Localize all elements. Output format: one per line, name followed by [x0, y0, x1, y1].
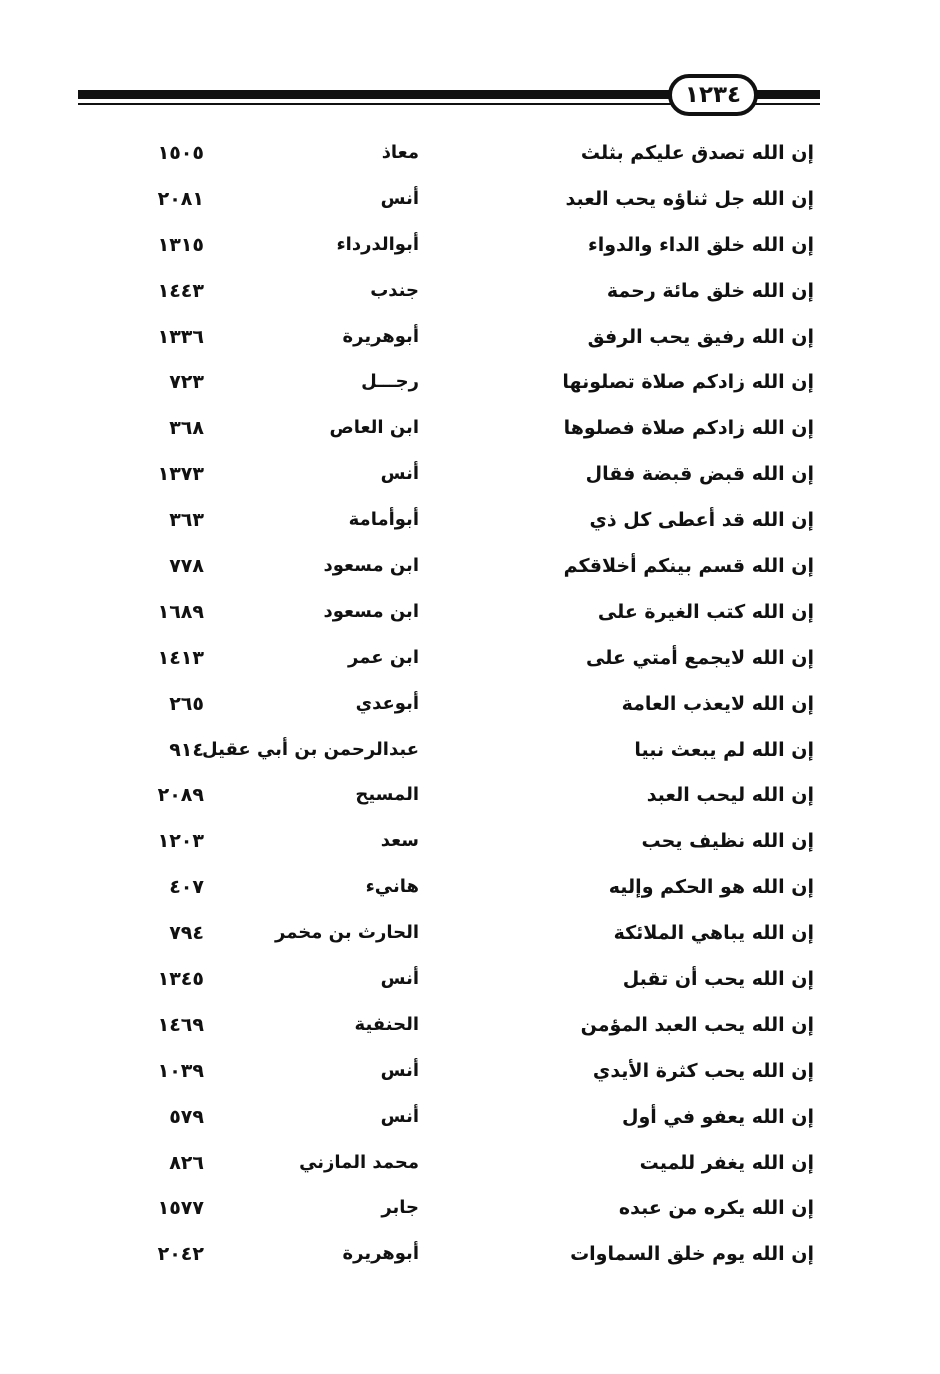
hadith-text: إن الله لم يبعث نبيا	[634, 738, 814, 761]
hadith-text: إن الله يحب كثرة الأيدي	[592, 1059, 814, 1082]
list-item	[0, 130, 940, 176]
narrator-name: محمد المازني	[299, 1151, 419, 1173]
hadith-number: ١٥٠٥	[157, 142, 204, 164]
list-item	[0, 772, 940, 818]
hadith-text: إن الله يعفو في أول	[621, 1105, 814, 1128]
hadith-text: إن الله تصدق عليكم بثلث	[580, 142, 814, 164]
hadith-number: ٧٩٤	[169, 922, 204, 945]
hadith-text: إن الله جل ثناؤه يحب العبد	[565, 187, 814, 210]
hadith-text: إن الله لايجمع أمتي على	[585, 646, 814, 669]
list-item	[0, 1140, 940, 1186]
list-item	[0, 681, 940, 727]
narrator-name: أنس	[380, 187, 419, 209]
list-item	[0, 956, 940, 1002]
narrator-name: سعد	[380, 830, 419, 852]
narrator-name: أبوهريرة	[342, 1243, 419, 1265]
narrator-name: هانيء	[365, 876, 419, 898]
hadith-number: ٣٦٣	[169, 509, 204, 532]
hadith-text: إن الله يغفر للميت	[639, 1151, 814, 1174]
narrator-name: ابن مسعود	[323, 555, 419, 577]
hadith-number: ٢٦٥	[169, 692, 204, 715]
hadith-text: إن الله يباهي الملائكة	[613, 922, 814, 945]
hadith-text: إن الله زادكم صلاة فصلوها	[563, 417, 814, 440]
hadith-number: ١٣٤٥	[157, 968, 204, 991]
hadith-number: ٣٦٨	[169, 417, 204, 440]
list-item	[0, 497, 940, 543]
page-header	[78, 74, 820, 118]
page-number: ١٢٣٤	[668, 74, 758, 116]
narrator-name: أبوالدرداء	[336, 233, 419, 255]
hadith-text: إن الله كتب الغيرة على	[597, 600, 814, 623]
hadith-number: ٨٢٦	[169, 1151, 204, 1174]
hadith-number: ١٣٧٣	[157, 463, 204, 486]
list-item	[0, 314, 940, 360]
list-item	[0, 818, 940, 864]
list-item	[0, 1094, 940, 1140]
hadith-number: ١٣١٥	[157, 233, 204, 256]
list-item	[0, 222, 940, 268]
hadith-number: ١٣٣٦	[157, 325, 204, 348]
hadith-text: إن الله يكره من عبده	[618, 1197, 814, 1220]
hadith-number: ١٠٣٩	[157, 1059, 204, 1082]
hadith-number: ١٦٨٩	[157, 600, 204, 623]
hadith-text: إن الله رفيق يحب الرفق	[587, 325, 814, 348]
narrator-name: ابن عمر	[348, 646, 419, 668]
hadith-index-list	[0, 130, 940, 1277]
narrator-name: جندب	[370, 279, 419, 301]
narrator-name: جابر	[381, 1197, 419, 1219]
narrator-name: أنس	[380, 1059, 419, 1081]
list-item	[0, 268, 940, 314]
narrator-name: الحارث بن مخمر	[275, 922, 419, 944]
hadith-text: إن الله نظيف يحب	[641, 830, 814, 853]
hadith-number: ١٥٧٧	[157, 1197, 204, 1220]
hadith-text: إن الله زادكم صلاة تصلونها	[562, 371, 814, 394]
list-item	[0, 1231, 940, 1277]
narrator-name: أبوهريرة	[342, 325, 419, 347]
narrator-name: أبوأمامة	[348, 509, 419, 531]
hadith-number: ٥٧٩	[169, 1105, 204, 1128]
hadith-number: ١٤١٣	[157, 646, 204, 669]
hadith-number: ٢٠٤٢	[157, 1243, 204, 1266]
list-item	[0, 910, 940, 956]
hadith-text: إن الله ليحب العبد	[646, 784, 814, 807]
hadith-text: إن الله خلق مائة رحمة	[606, 279, 814, 302]
hadith-number: ٧٧٨	[169, 555, 204, 578]
narrator-name: أنس	[380, 463, 419, 485]
hadith-number: ٤٠٧	[169, 876, 204, 899]
hadith-text: إن الله يحب العبد المؤمن	[580, 1013, 814, 1036]
list-item	[0, 635, 940, 681]
hadith-text: إن الله لايعذب العامة	[621, 692, 814, 715]
hadith-text: إن الله قسم بينكم أخلاقكم	[563, 555, 814, 578]
narrator-name: الحنفية	[354, 1013, 419, 1035]
narrator-name: أبوعدي	[355, 692, 419, 714]
narrator-name: رجـــل	[361, 371, 419, 393]
list-item	[0, 1002, 940, 1048]
list-item	[0, 1048, 940, 1094]
hadith-text: إن الله هو الحكم وإليه	[608, 876, 814, 899]
narrator-name: معاذ	[381, 142, 419, 163]
hadith-number: ١٤٤٣	[157, 279, 204, 302]
list-item	[0, 405, 940, 451]
list-item	[0, 589, 940, 635]
hadith-text: إن الله قبض قبضة فقال	[585, 463, 814, 486]
hadith-number: ٢٠٨٩	[157, 784, 204, 807]
narrator-name: ابن مسعود	[323, 600, 419, 622]
hadith-text: إن الله يوم خلق السماوات	[570, 1243, 814, 1266]
hadith-text: إن الله خلق الداء والدواء	[587, 233, 814, 256]
list-item	[0, 176, 940, 222]
list-item	[0, 359, 940, 405]
hadith-number: ٩١٤	[169, 738, 204, 761]
hadith-number: ٧٢٣	[169, 371, 204, 394]
narrator-name: ابن العاص	[329, 417, 419, 439]
hadith-text: إن الله يحب أن تقبل	[622, 968, 814, 991]
list-item	[0, 1185, 940, 1231]
list-item	[0, 543, 940, 589]
narrator-name: عبدالرحمن بن أبي عقيل	[202, 738, 419, 760]
hadith-text: إن الله قد أعطى كل ذي	[589, 509, 814, 532]
list-item	[0, 864, 940, 910]
list-item	[0, 727, 940, 773]
hadith-number: ١٤٦٩	[157, 1013, 204, 1036]
narrator-name: المسيح	[355, 784, 419, 806]
narrator-name: أنس	[380, 968, 419, 990]
hadith-number: ٢٠٨١	[157, 187, 204, 210]
hadith-number: ١٢٠٣	[157, 830, 204, 853]
list-item	[0, 451, 940, 497]
narrator-name: أنس	[380, 1105, 419, 1127]
